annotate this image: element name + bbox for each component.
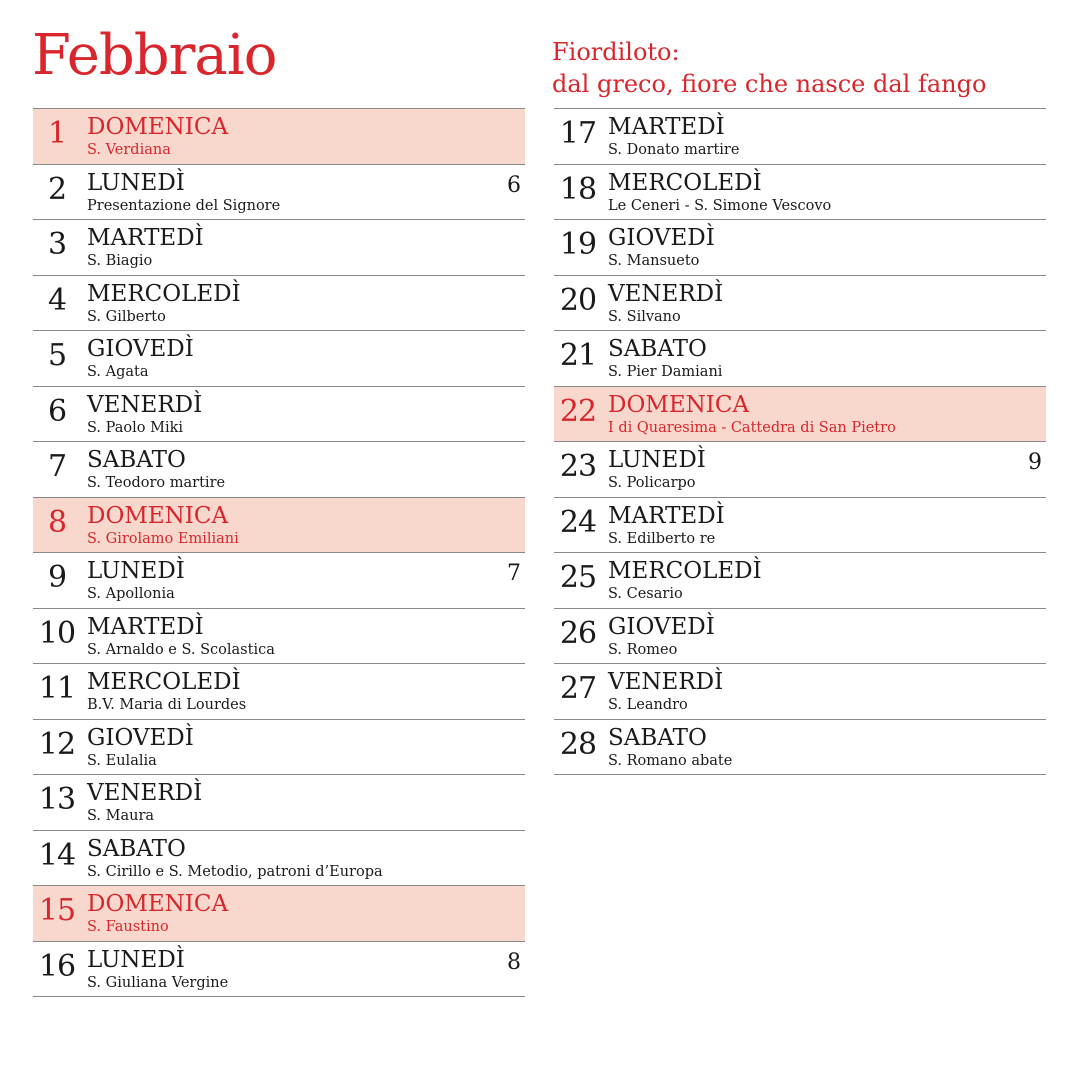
week-number: 8	[507, 949, 521, 975]
day-row	[554, 553, 1046, 609]
day-row	[33, 165, 525, 221]
left-day-column	[33, 108, 525, 997]
day-number: 13	[38, 782, 76, 817]
weekday-name: GIOVEDÌ	[608, 613, 715, 640]
weekday-name: MERCOLEDÌ	[87, 669, 241, 695]
day-number: 17	[559, 116, 597, 151]
saint-name: S. Apollonia	[87, 586, 175, 602]
day-row	[33, 886, 525, 942]
day-number: 15	[38, 893, 76, 928]
weekday-name: SABATO	[608, 336, 707, 362]
weekday-name: MARTEDÌ	[608, 114, 725, 140]
day-number: 7	[47, 449, 67, 484]
day-row	[554, 276, 1046, 332]
day-row	[554, 664, 1046, 720]
saint-name: S. Edilberto re	[608, 530, 716, 547]
saint-name: S. Romano abate	[608, 752, 733, 769]
weekday-name: DOMENICA	[608, 391, 750, 418]
day-row	[554, 109, 1046, 165]
saint-name: B.V. Maria di Lourdes	[87, 697, 247, 713]
day-row	[554, 387, 1046, 443]
weekday-name: GIOVEDÌ	[87, 724, 194, 751]
day-row	[33, 664, 525, 720]
weekday-name: MARTEDÌ	[608, 502, 725, 529]
day-number: 10	[38, 615, 76, 651]
saint-name: S. Agata	[87, 364, 149, 380]
day-number: 25	[559, 560, 597, 595]
day-row	[554, 165, 1046, 221]
day-row	[33, 942, 525, 998]
day-number: 20	[559, 282, 597, 318]
saint-name: S. Verdiana	[87, 142, 171, 158]
weekday-name: LUNEDÌ	[608, 447, 706, 473]
day-number: 14	[38, 837, 76, 873]
subtitle	[552, 36, 986, 100]
weekday-name: MERCOLEDÌ	[87, 280, 241, 307]
saint-name: S. Biagio	[87, 253, 153, 269]
day-number: 16	[38, 948, 76, 984]
day-number: 21	[559, 338, 597, 373]
day-row	[33, 720, 525, 776]
saint-name: S. Policarpo	[608, 475, 696, 491]
saint-name: Le Ceneri - S. Simone Vescovo	[608, 197, 832, 214]
day-number: 4	[47, 282, 67, 318]
weekday-name: VENERDÌ	[608, 280, 724, 307]
weekday-name: MERCOLEDÌ	[608, 558, 762, 584]
saint-name: S. Pier Damiani	[608, 364, 723, 380]
day-row	[554, 498, 1046, 554]
day-row	[33, 609, 525, 665]
weekday-name: SABATO	[608, 724, 707, 751]
day-number: 27	[559, 671, 597, 706]
day-number: 26	[559, 615, 597, 651]
day-number: 8	[47, 504, 67, 540]
saint-name: S. Donato martire	[608, 142, 740, 158]
saint-name: S. Silvano	[608, 308, 681, 325]
saint-name: S. Romeo	[608, 641, 678, 658]
weekday-name: GIOVEDÌ	[87, 336, 194, 362]
weekday-name: DOMENICA	[87, 502, 229, 529]
day-number: 9	[47, 560, 67, 595]
weekday-name: SABATO	[87, 447, 186, 473]
day-number: 3	[47, 227, 67, 262]
right-day-column	[554, 108, 1046, 775]
weekday-name: SABATO	[87, 835, 186, 862]
day-row	[33, 220, 525, 276]
saint-name: Presentazione del Signore	[87, 197, 281, 214]
saint-name: S. Faustino	[87, 919, 169, 935]
day-row	[33, 331, 525, 387]
day-row	[554, 609, 1046, 665]
saint-name: S. Gilberto	[87, 308, 166, 325]
subtitle-line-2: dal greco, fiore che nasce dal fango	[552, 70, 987, 98]
weekday-name: MARTEDÌ	[87, 613, 204, 640]
day-number: 18	[559, 171, 597, 207]
week-number: 6	[507, 172, 521, 198]
saint-name: S. Mansueto	[608, 253, 700, 269]
day-row	[554, 331, 1046, 387]
day-number: 28	[559, 726, 597, 762]
day-row	[33, 276, 525, 332]
weekday-name: MARTEDÌ	[87, 225, 204, 251]
weekday-name: GIOVEDÌ	[608, 225, 715, 251]
day-number: 5	[47, 338, 67, 373]
weekday-name: DOMENICA	[87, 891, 229, 917]
day-number: 11	[38, 671, 76, 706]
week-number: 9	[1028, 450, 1042, 475]
day-row	[33, 387, 525, 443]
weekday-name: LUNEDÌ	[87, 946, 185, 973]
weekday-name: VENERDÌ	[87, 780, 203, 806]
weekday-name: LUNEDÌ	[87, 558, 185, 584]
weekday-name: VENERDÌ	[608, 669, 724, 695]
saint-name: S. Maura	[87, 808, 155, 824]
saint-name: S. Leandro	[608, 697, 688, 713]
saint-name: S. Eulalia	[87, 752, 157, 769]
saint-name: S. Cirillo e S. Metodio, patroni d’Europa	[87, 863, 383, 880]
day-row	[33, 109, 525, 165]
day-row	[33, 831, 525, 887]
saint-name: S. Girolamo Emiliani	[87, 530, 239, 547]
weekday-name: VENERDÌ	[87, 391, 203, 418]
subtitle-line-1: Fiordiloto:	[552, 38, 680, 66]
day-row	[554, 220, 1046, 276]
page-title: Febbraio	[32, 23, 277, 88]
saint-name: S. Cesario	[608, 586, 683, 602]
day-number: 12	[38, 726, 76, 762]
saint-name: S. Paolo Miki	[87, 419, 183, 436]
day-number: 2	[47, 171, 67, 207]
day-number: 19	[559, 227, 597, 262]
saint-name: S. Giuliana Vergine	[87, 974, 229, 991]
saint-name: I di Quaresima - Cattedra di San Pietro	[608, 419, 896, 436]
week-number: 7	[507, 561, 521, 586]
weekday-name: LUNEDÌ	[87, 169, 185, 196]
day-row	[33, 775, 525, 831]
day-row	[33, 442, 525, 498]
day-row	[554, 442, 1046, 498]
day-row	[33, 553, 525, 609]
day-number: 24	[559, 504, 597, 540]
saint-name: S. Arnaldo e S. Scolastica	[87, 641, 275, 658]
day-row	[33, 498, 525, 554]
day-number: 22	[559, 393, 597, 429]
day-number: 6	[47, 393, 67, 429]
day-number: 23	[559, 449, 597, 484]
day-number: 1	[47, 116, 67, 151]
saint-name: S. Teodoro martire	[87, 475, 226, 491]
weekday-name: DOMENICA	[87, 114, 229, 140]
day-row	[554, 720, 1046, 776]
weekday-name: MERCOLEDÌ	[608, 169, 762, 196]
